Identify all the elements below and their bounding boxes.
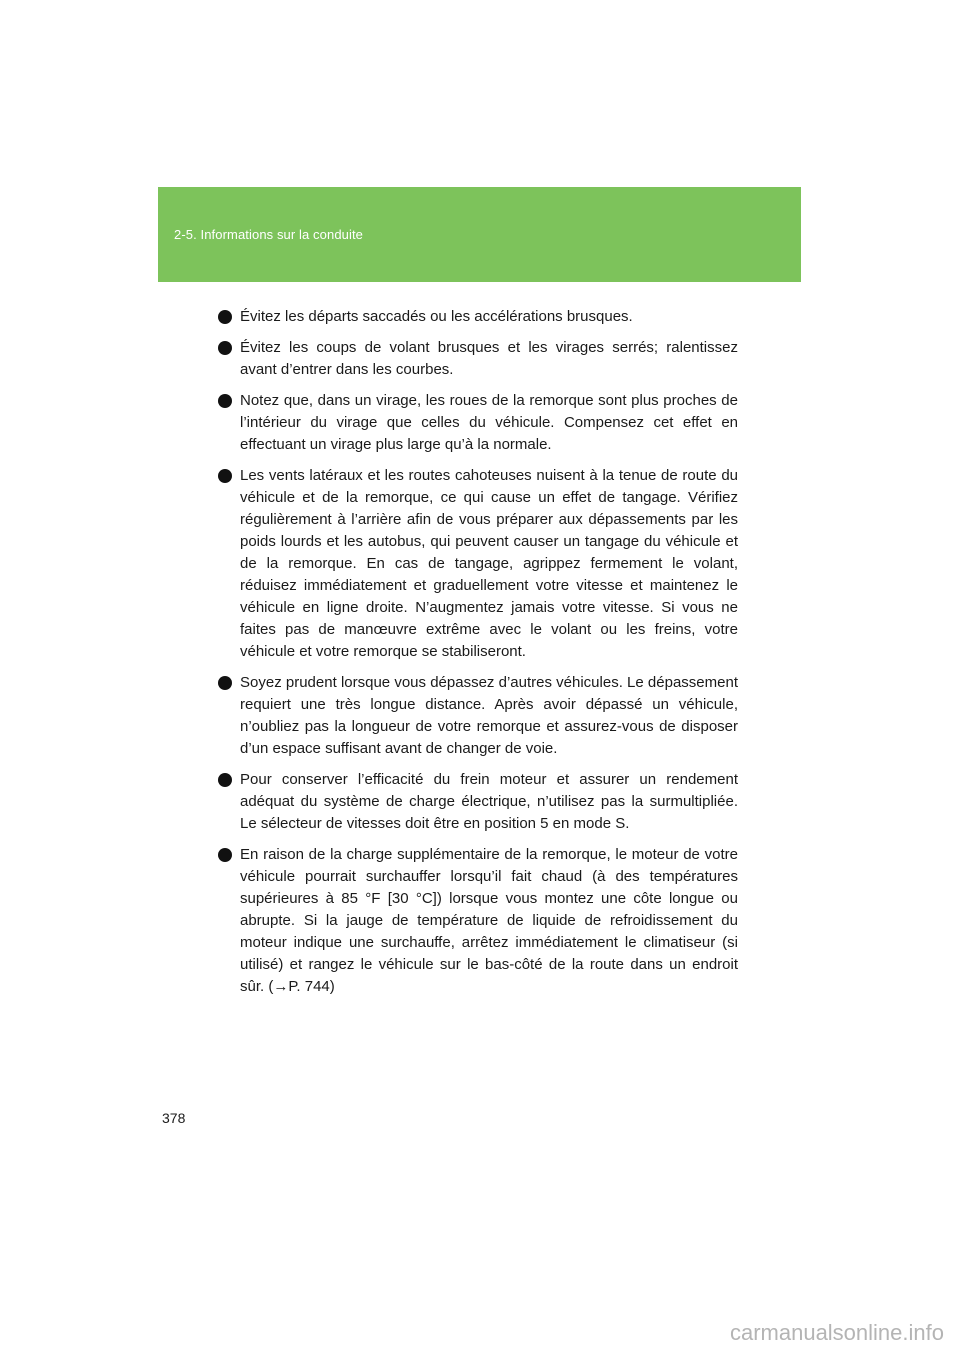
bullet-dot-icon: [218, 310, 232, 324]
list-item: [218, 769, 738, 835]
list-item-text: Pour conserver l’efficacité du frein moteur et assurer un rendement adéquat du système de charge électrique, n’utilisez pas la surmultipliée. Le sélecteur de vitesses doit être en position 5 en mode S.: [240, 771, 738, 832]
section-header-bar: [158, 187, 801, 282]
bullet-dot-icon: [218, 341, 232, 355]
list-item: [218, 844, 738, 998]
bullet-dot-icon: [218, 469, 232, 483]
bullet-dot-icon: [218, 676, 232, 690]
list-item-text: En raison de la charge supplémentaire de la remorque, le moteur de votre véhicule pourrait surchauffer lorsqu’il fait chaud (à des températures supérieures à 85 °F [30 °C]) lorsque vous montez une côte longue ou abrupte. Si la jauge de température de liquide de refroidissement du moteur indique une surchauffe, arrêtez immédiatement le climatiseur (si utilisé) et rangez le véhicule sur le bas-côté de la route dans un endroit sûr. (→P. 744): [240, 846, 738, 995]
page-number: 378: [162, 1110, 186, 1126]
list-item-text: Les vents latéraux et les routes cahoteuses nuisent à la tenue de route du véhicule et de la remorque, ce qui cause un effet de tangage. Vérifiez régulièrement à l’arrière afin de vous préparer aux dépassements par les poids lourds et les autobus, qui peuvent causer un tangage du véhicule et de la remorque. En cas de tangage, agrippez fermement le volant, réduisez immédiatement et graduellement votre vitesse et maintenez le véhicule en ligne droite. N’augmentez jamais votre vitesse. Si vous ne faites pas de manœuvre extrême avec le volant ou les freins, votre véhicule et votre remorque se stabiliseront.: [240, 467, 738, 660]
list-item-text: Évitez les départs saccadés ou les accélérations brusques.: [240, 308, 633, 325]
list-item: [218, 390, 738, 456]
list-item: [218, 465, 738, 663]
list-item-text: Notez que, dans un virage, les roues de la remorque sont plus proches de l’intérieur du virage que celles du véhicule. Compensez cet effet en effectuant un virage plus large qu’à la normale.: [240, 392, 738, 453]
bullet-list: [218, 306, 738, 1007]
list-item: [218, 672, 738, 760]
list-item-text: Évitez les coups de volant brusques et les virages serrés; ralentissez avant d’entrer dans les courbes.: [240, 339, 738, 378]
bullet-dot-icon: [218, 773, 232, 787]
bullet-dot-icon: [218, 848, 232, 862]
list-item: [218, 306, 738, 328]
list-item: [218, 337, 738, 381]
list-item-text: Soyez prudent lorsque vous dépassez d’autres véhicules. Le dépassement requiert une très longue distance. Après avoir dépassé un véhicule, n’oubliez pas la longueur de votre remorque et assurez-vous de disposer d’un espace suffisant avant de changer de voie.: [240, 674, 738, 757]
watermark: carmanualsonline.info: [729, 1320, 944, 1345]
bullet-dot-icon: [218, 394, 232, 408]
section-title: 2-5. Informations sur la conduite: [174, 227, 364, 242]
